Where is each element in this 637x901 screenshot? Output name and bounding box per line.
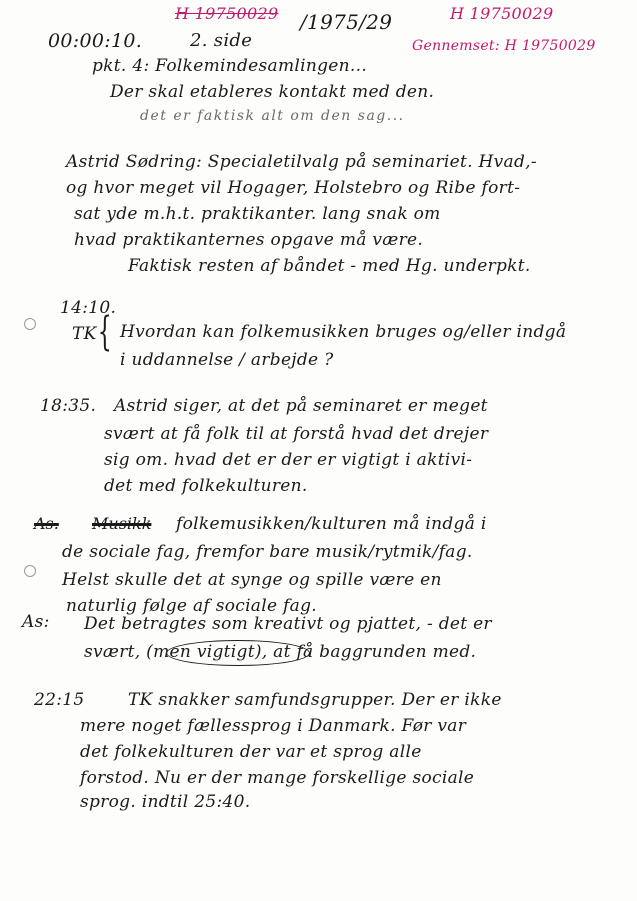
block-2215-line: sprog. indtil 25:40. [80, 792, 251, 812]
block-as-line: Helst skulle det at synge og spille være en [62, 570, 442, 590]
archive-number-pink: H 19750029 [450, 4, 554, 23]
astrid-line: og hvor meget vil Hogager, Holstebro og Ribe fort- [66, 178, 521, 198]
punch-hole [24, 565, 36, 577]
block-as-line2: svært, (men vigtigt), at få baggrunden med. [84, 642, 477, 662]
timestamp-2215: 22:15 [34, 690, 85, 710]
block-1835-line: det med folkekulturen. [104, 476, 308, 496]
astrid-line: sat yde m.h.t. praktikanter. lang snak om [74, 204, 441, 224]
timestamp-1410: 14:10. [60, 298, 117, 318]
circled-phrase [166, 640, 310, 666]
gennemset-stamp: Gennemset: H 19750029 [412, 38, 596, 54]
archive-number-written: /1975/29 [300, 10, 393, 34]
header-time: 00:00:10. [48, 30, 143, 52]
archive-number-crossed: H 19750029 [175, 4, 279, 23]
note-line: pkt. 4: Folkemindesamlingen... [92, 56, 368, 76]
note-line-faint: det er faktisk alt om den sag... [140, 108, 405, 124]
crossed-word: Musikk [92, 514, 152, 533]
block-as-line: naturlig følge af sociale fag. [66, 596, 317, 616]
astrid-line: Astrid Sødring: Specialetilvalg på seminariet. Hvad,- [66, 152, 537, 172]
block-as-line2: Det betragtes som kreativt og pjattet, - det er [84, 614, 492, 634]
block-2215-line: TK snakker samfundsgrupper. Der er ikke [128, 690, 502, 710]
speaker-as: As: [22, 612, 50, 632]
block-as-line: folkemusikken/kulturen må indgå i [176, 514, 487, 534]
speaker-tk: TK [72, 324, 97, 344]
block-1835-line: sig om. hvad det er der er vigtigt i aktivi- [104, 450, 473, 470]
timestamp-1835: 18:35. [40, 396, 97, 416]
block-1410-line: Hvordan kan folkemusikken bruges og/eller indgå [120, 322, 567, 342]
punch-hole [24, 318, 36, 330]
block-as-line: de sociale fag, fremfor bare musik/rytmik/fag. [62, 542, 473, 562]
astrid-line: Faktisk resten af båndet - med Hg. underpkt. [128, 256, 531, 276]
block-2215-line: mere noget fællessprog i Danmark. Før var [80, 716, 467, 736]
curly-brace: { [97, 309, 112, 355]
note-line: Der skal etableres kontakt med den. [110, 82, 435, 102]
block-1835-line: Astrid siger, at det på seminaret er meget [114, 396, 488, 416]
block-2215-line: forstod. Nu er der mange forskellige sociale [80, 768, 475, 788]
block-1835-line: svært at få folk til at forstå hvad det drejer [104, 424, 489, 444]
crossed-speaker: As. [34, 514, 59, 533]
block-1410-line: i uddannelse / arbejde ? [120, 350, 334, 370]
header-side: 2. side [190, 30, 253, 51]
astrid-line: hvad praktikanternes opgave må være. [74, 230, 424, 250]
block-2215-line: det folkekulturen der var et sprog alle [80, 742, 422, 762]
